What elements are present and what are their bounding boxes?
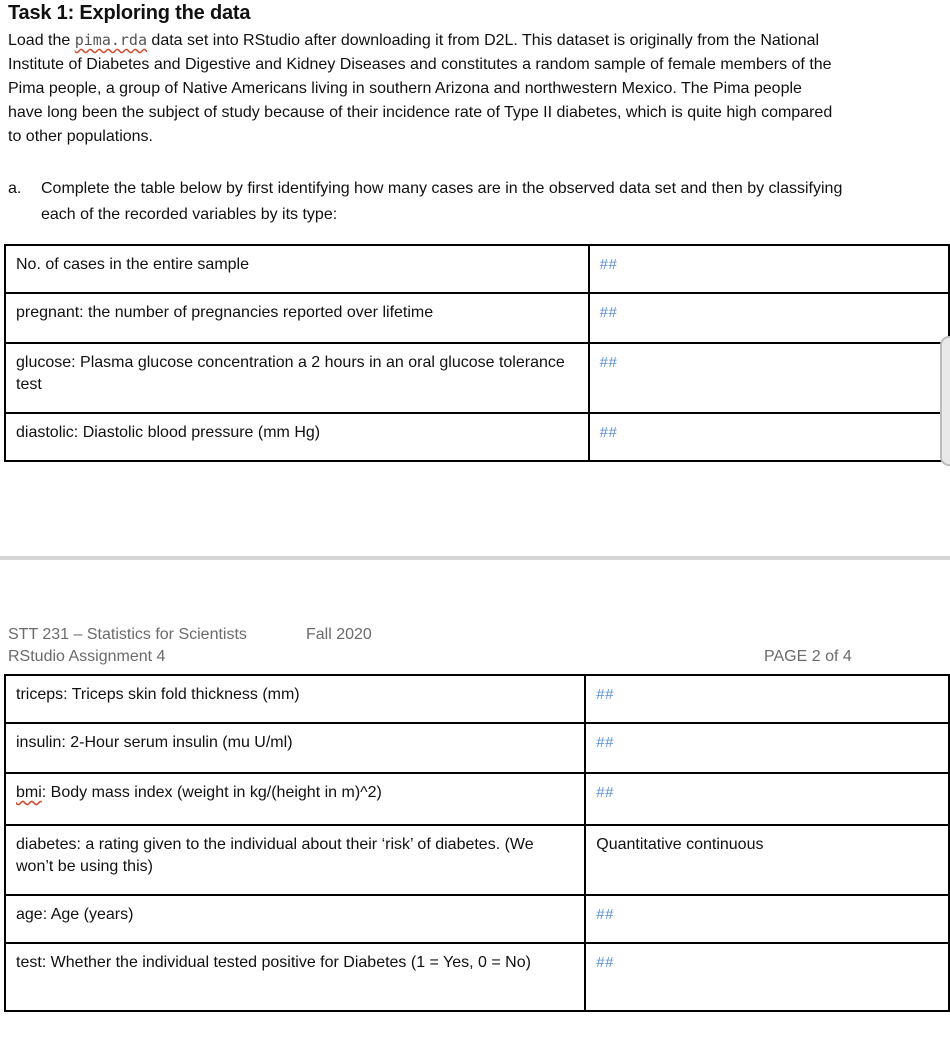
table-cell-answer[interactable]: Quantitative continuous — [585, 825, 949, 895]
table-row — [5, 773, 949, 825]
table-cell-answer[interactable] — [585, 773, 949, 825]
table-cell-answer[interactable] — [585, 943, 949, 1011]
dataset-filename: pima.rda — [74, 31, 147, 49]
answer-placeholder: ## — [596, 734, 614, 751]
list-item-text: Complete the table below by first identifying how many cases are in the observed data set and then by classifying each of the recorded variables by its type: — [41, 180, 843, 223]
assignment-title: RStudio Assignment 4 — [8, 648, 166, 665]
intro-line: Pima people, a group of Native Americans living in southern Arizona and northwestern Mexico. The Pima people — [8, 80, 802, 97]
answer-placeholder: ## — [599, 304, 618, 321]
table-cell-description: bmi: Body mass index (weight in kg/(height in m)^2) — [5, 773, 585, 825]
answer-placeholder: ## — [596, 906, 614, 923]
variable-type-table-continued — [4, 674, 950, 1012]
answer-placeholder: ## — [596, 686, 614, 703]
intro-paragraph — [8, 28, 950, 149]
answer-placeholder: ## — [596, 954, 614, 971]
table-row — [5, 825, 949, 895]
table-row — [5, 293, 949, 343]
table-cell-description: triceps: Triceps skin fold thickness (mm) — [5, 675, 585, 723]
answer-placeholder: ## — [599, 354, 618, 371]
table-cell-answer[interactable] — [585, 675, 949, 723]
table-row — [5, 343, 949, 413]
table-cell-description: pregnant: the number of pregnancies reported over lifetime — [5, 293, 589, 343]
scrollbar-handle[interactable] — [940, 336, 950, 466]
table-row — [5, 895, 949, 943]
table-cell-description: test: Whether the individual tested positive for Diabetes (1 = Yes, 0 = No) — [5, 943, 585, 1011]
table-cell-answer[interactable] — [589, 413, 949, 461]
misspelled-word: bmi — [16, 784, 42, 801]
table-cell-description: No. of cases in the entire sample — [5, 245, 589, 293]
intro-line: have long been the subject of study because of their incidence rate of Type II diabetes, which is quite high compared — [8, 104, 833, 121]
answer-placeholder: ## — [596, 784, 614, 801]
table-cell-answer[interactable] — [589, 245, 949, 293]
table-cell-description: diastolic: Diastolic blood pressure (mm Hg) — [5, 413, 589, 461]
table-cell-answer[interactable] — [585, 723, 949, 773]
table-row — [5, 943, 949, 1011]
table-cell-description: age: Age (years) — [5, 895, 585, 943]
list-marker: a. — [8, 180, 22, 197]
table-cell-answer[interactable] — [589, 343, 949, 413]
intro-line: Institute of Diabetes and Digestive and Kidney Diseases and constitutes a random sample of female members of the — [8, 56, 832, 73]
answer-placeholder: ## — [599, 256, 618, 273]
table-cell-answer[interactable] — [585, 895, 949, 943]
table-row — [5, 675, 949, 723]
table-cell-description: insulin: 2-Hour serum insulin (mu U/ml) — [5, 723, 585, 773]
page-number: PAGE 2 of 4 — [764, 648, 852, 665]
course-title: STT 231 – Statistics for Scientists — [8, 626, 247, 643]
table-cell-description: glucose: Plasma glucose concentration a 2 hours in an oral glucose tolerance test — [5, 343, 589, 413]
table-cell-description: diabetes: a rating given to the individual about their ‘risk’ of diabetes. (We won’t be using this) — [5, 825, 585, 895]
table-cell-answer[interactable] — [589, 293, 949, 343]
intro-line: to other populations. — [8, 128, 153, 145]
intro-line: Load the pima.rda data set into RStudio after downloading it from D2L. This dataset is originally from the National — [8, 31, 820, 49]
answer-placeholder: ## — [599, 424, 618, 441]
term-label: Fall 2020 — [306, 626, 372, 643]
table-row — [5, 245, 949, 293]
document-page-2 — [0, 560, 950, 1049]
variable-type-table — [4, 244, 950, 462]
task-title: Task 1: Exploring the data — [8, 2, 251, 24]
table-row — [5, 413, 949, 461]
table-row — [5, 723, 949, 773]
page-header — [8, 624, 948, 668]
